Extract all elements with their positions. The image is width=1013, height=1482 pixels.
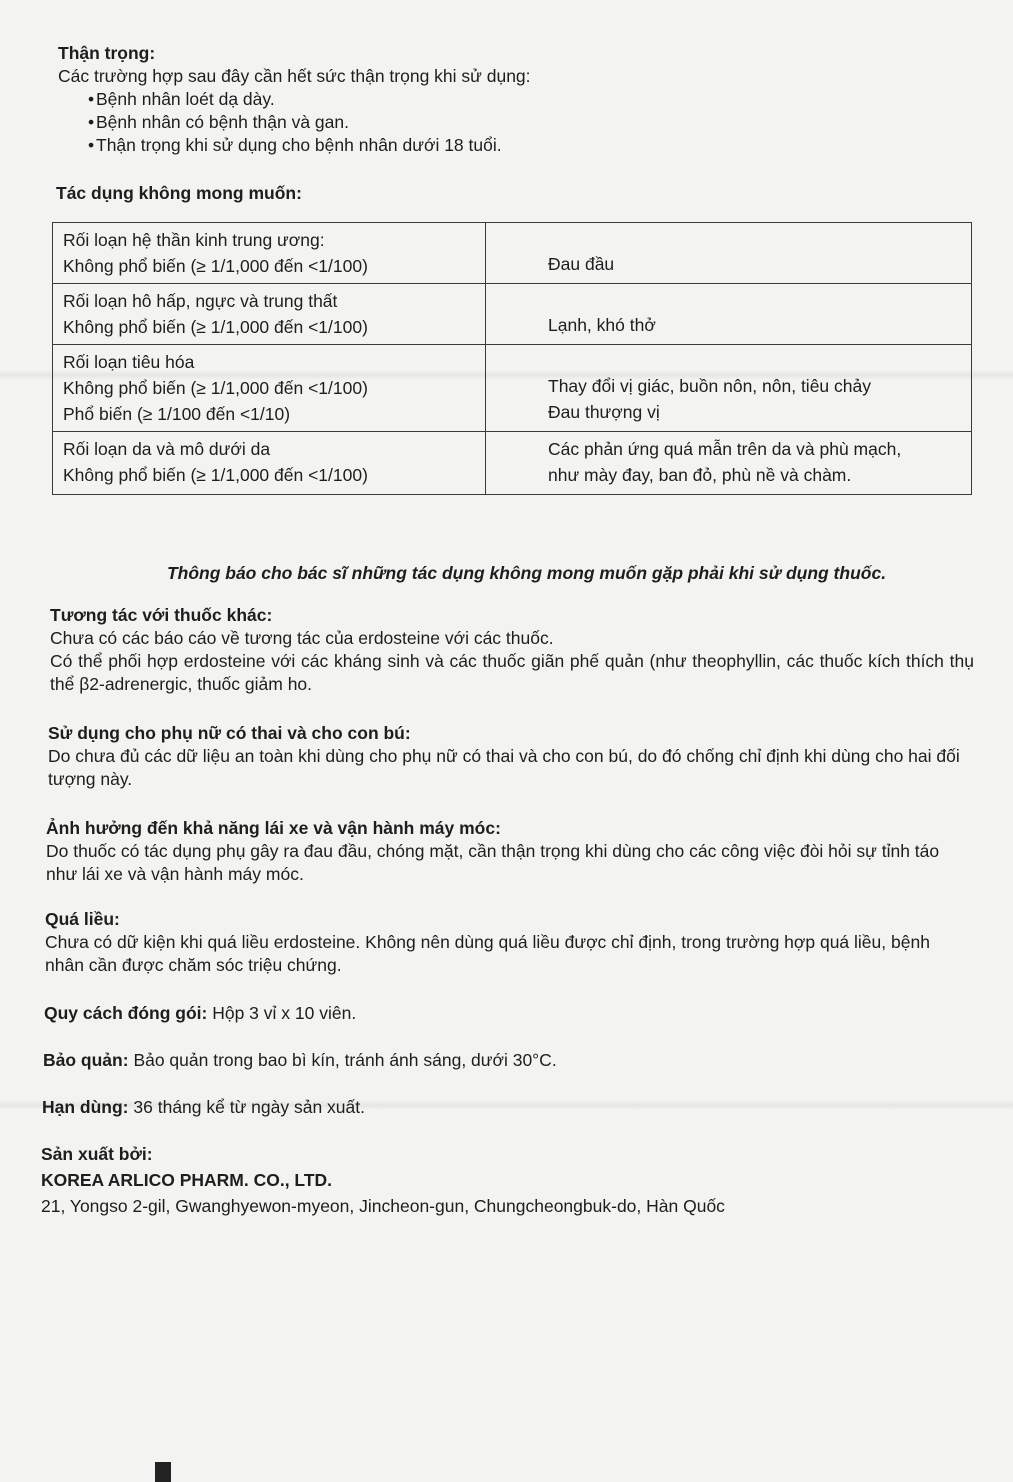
interactions-section xyxy=(50,604,974,696)
caution-item: • Bệnh nhân có bệnh thận và gan. xyxy=(58,111,958,134)
overdose-heading: Quá liều: xyxy=(45,909,120,929)
cell-line: Rối loạn hệ thần kinh trung ương: xyxy=(63,230,325,250)
table-cell xyxy=(486,284,972,345)
packing-label: Quy cách đóng gói: xyxy=(44,1003,208,1023)
manufacturer-section xyxy=(41,1141,941,1219)
side-effects-heading: Tác dụng không mong muốn: xyxy=(56,183,302,203)
manufacturer-name: KOREA ARLICO PHARM. CO., LTD. xyxy=(41,1170,333,1190)
pregnancy-text: Do chưa đủ các dữ liệu an toàn khi dùng cho phụ nữ có thai và cho con bú, do đó chống chỉ định khi dùng cho hai đối tượng này. xyxy=(48,746,960,789)
table-row xyxy=(53,345,972,432)
packing-value: Hộp 3 vỉ x 10 viên. xyxy=(212,1003,357,1023)
caution-list xyxy=(58,88,958,157)
table-cell xyxy=(486,223,972,284)
overdose-text: Chưa có dữ kiện khi quá liều erdosteine. Không nên dùng quá liều được chỉ định, trong trường hợp quá liều, bệnh nhân cần được chăm sóc triệu chứng. xyxy=(45,932,930,975)
cell-line: Không phổ biến (≥ 1/1,000 đến <1/100) xyxy=(63,317,368,337)
cell-line: như mày đay, ban đỏ, phù nề và chàm. xyxy=(548,465,852,485)
caution-heading: Thận trọng: xyxy=(58,43,156,63)
overdose-section xyxy=(45,908,973,977)
manufacturer-heading: Sản xuất bởi: xyxy=(41,1144,153,1164)
storage-line xyxy=(43,1049,557,1072)
cell-line: Thay đổi vị giác, buồn nôn, nôn, tiêu chảy xyxy=(548,376,871,396)
expiry-value: 36 tháng kể từ ngày sản xuất. xyxy=(133,1097,365,1117)
cell-line: Các phản ứng quá mẫn trên da và phù mạch, xyxy=(548,439,902,459)
table-row xyxy=(53,284,972,345)
cell-line: Không phổ biến (≥ 1/1,000 đến <1/100) xyxy=(63,378,368,398)
packing-line xyxy=(44,1002,356,1025)
table-row xyxy=(53,432,972,495)
table-cell xyxy=(486,345,972,432)
registration-mark xyxy=(155,1462,171,1482)
table-cell xyxy=(53,432,486,495)
table-cell xyxy=(53,223,486,284)
interactions-text: Chưa có các báo cáo về tương tác của erdosteine với các thuốc. xyxy=(50,628,554,648)
table-row xyxy=(53,223,972,284)
manufacturer-address: 21, Yongso 2-gil, Gwanghyewon-myeon, Jincheon-gun, Chungcheongbuk-do, Hàn Quốc xyxy=(41,1196,725,1216)
table-cell xyxy=(53,284,486,345)
cell-line: Rối loạn hô hấp, ngực và trung thất xyxy=(63,291,338,311)
cell-line: Rối loạn da và mô dưới da xyxy=(63,439,271,459)
table-cell xyxy=(53,345,486,432)
cell-line: Lạnh, khó thở xyxy=(548,315,656,335)
driving-heading: Ảnh hưởng đến khả năng lái xe và vận hành máy móc: xyxy=(46,818,501,838)
interactions-text: Có thể phối hợp erdosteine với các kháng sinh và các thuốc giãn phế quản (như theophyllin, các thuốc kích thích thụ thể β2-adrenergic, thuốc giảm ho. xyxy=(50,651,974,694)
interactions-heading: Tương tác với thuốc khác: xyxy=(50,605,273,625)
pregnancy-section xyxy=(48,722,974,791)
side-effects-table xyxy=(52,222,972,495)
cell-line: Không phổ biến (≥ 1/1,000 đến <1/100) xyxy=(63,256,368,276)
caution-intro: Các trường hợp sau đây cần hết sức thận trọng khi sử dụng: xyxy=(58,66,531,86)
cell-line: Rối loạn tiêu hóa xyxy=(63,352,195,372)
cell-line: Đau thượng vị xyxy=(548,402,660,422)
cell-line: Phổ biến (≥ 1/100 đến <1/10) xyxy=(63,404,291,424)
driving-section xyxy=(46,817,974,886)
table-cell xyxy=(486,432,972,495)
expiry-line xyxy=(42,1096,365,1119)
storage-value: Bảo quản trong bao bì kín, tránh ánh sáng, dưới 30°C. xyxy=(133,1050,557,1070)
storage-label: Bảo quản: xyxy=(43,1050,129,1070)
cell-line: Không phổ biến (≥ 1/1,000 đến <1/100) xyxy=(63,465,368,485)
caution-section xyxy=(58,42,958,157)
caution-item: • Bệnh nhân loét dạ dày. xyxy=(58,88,958,111)
driving-text: Do thuốc có tác dụng phụ gây ra đau đầu, chóng mặt, cần thận trọng khi dùng cho các công việc đòi hỏi sự tỉnh táo như lái xe và vận hành máy móc. xyxy=(46,841,940,884)
caution-item: • Thận trọng khi sử dụng cho bệnh nhân dưới 18 tuổi. xyxy=(58,134,958,157)
expiry-label: Hạn dùng: xyxy=(42,1097,129,1117)
side-effects-notice: Thông báo cho bác sĩ những tác dụng không mong muốn gặp phải khi sử dụng thuốc. xyxy=(166,563,887,583)
cell-line: Đau đầu xyxy=(548,254,615,274)
pregnancy-heading: Sử dụng cho phụ nữ có thai và cho con bú: xyxy=(48,723,411,743)
